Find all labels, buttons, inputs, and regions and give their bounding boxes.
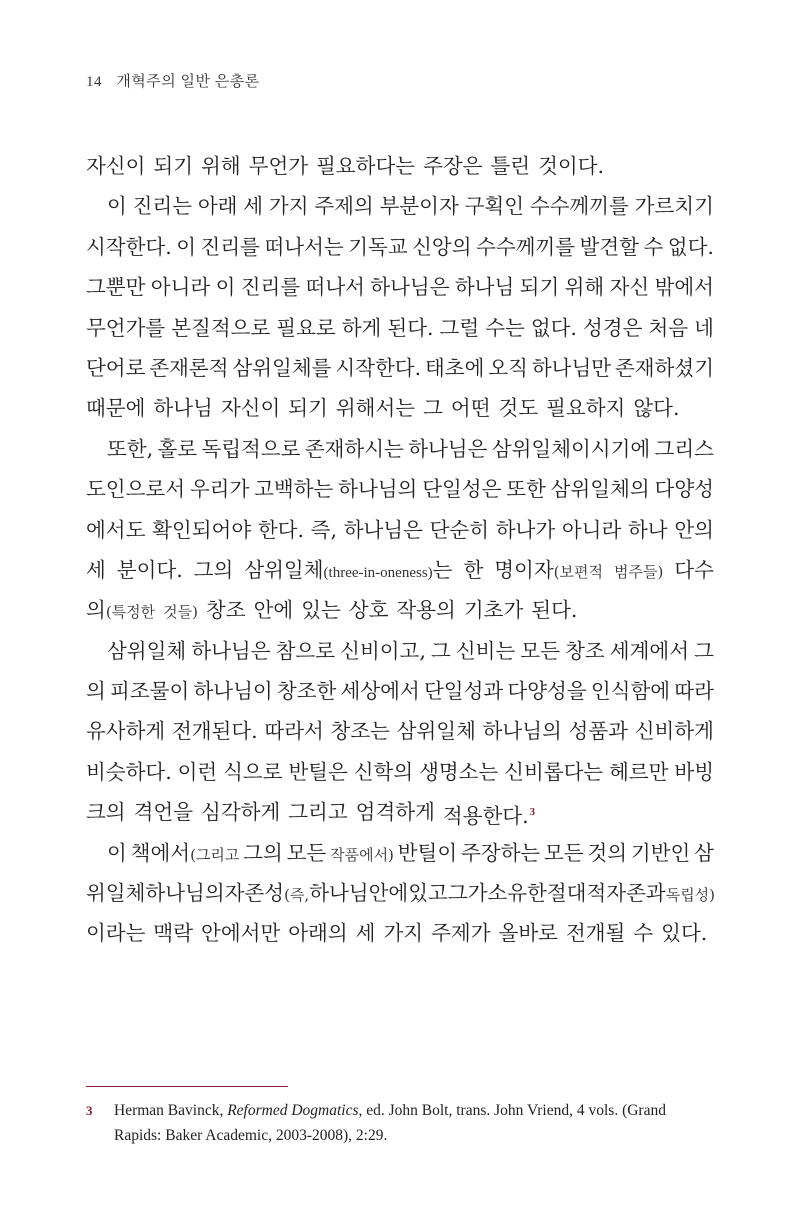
text-line bbox=[86, 267, 714, 307]
word: 삼 bbox=[694, 840, 714, 865]
word: 유사하게 bbox=[86, 719, 166, 744]
word: 하나님의 bbox=[338, 477, 418, 502]
word: 크의 bbox=[86, 800, 126, 825]
word: 적용한다.$^3$ bbox=[442, 804, 536, 829]
page-number: 14 bbox=[86, 74, 102, 90]
word: 자신 bbox=[609, 275, 650, 300]
text-line bbox=[86, 711, 714, 751]
word: 무언가를 bbox=[86, 315, 166, 340]
footnote-number: 3 bbox=[86, 1103, 93, 1118]
text-line bbox=[86, 671, 714, 711]
word: 수수께끼를 bbox=[529, 194, 629, 219]
word: 본질적으로 bbox=[171, 315, 271, 340]
word: 명이자(보편적 bbox=[494, 557, 603, 582]
word: 세계에서 bbox=[609, 638, 690, 663]
word: 의 bbox=[86, 679, 106, 704]
word: 존재하시는 bbox=[304, 436, 404, 461]
word: 하게 bbox=[341, 315, 382, 340]
word: 수 bbox=[643, 234, 664, 259]
word: 떠나서 bbox=[305, 275, 365, 300]
word: 창조 bbox=[565, 638, 605, 663]
word: 작용의 bbox=[396, 598, 456, 623]
running-title: 개혁주의 일반 은총론 bbox=[116, 74, 260, 90]
word: 하나님은 bbox=[408, 436, 488, 461]
word: 자신이 bbox=[86, 154, 146, 178]
word: 헤르만 bbox=[609, 759, 669, 784]
word: 하나님은 bbox=[343, 517, 423, 542]
word: 식으로 bbox=[223, 759, 283, 784]
word: 안의 bbox=[674, 517, 714, 542]
word: 격언을 bbox=[133, 800, 194, 825]
word: 따라서 bbox=[264, 719, 324, 744]
word: 신학의 bbox=[353, 759, 414, 784]
word: 하나님의 bbox=[482, 719, 562, 744]
word: 주제가 bbox=[431, 921, 491, 946]
text-line bbox=[86, 873, 714, 913]
word: 창조한 bbox=[276, 679, 337, 704]
word: 없다. bbox=[530, 315, 577, 340]
word: 이런 bbox=[177, 759, 218, 784]
word: 그의 bbox=[193, 557, 234, 582]
word: 무언가 bbox=[248, 154, 309, 178]
text-line bbox=[86, 469, 714, 509]
text-line bbox=[86, 227, 714, 267]
word: 것이다. bbox=[538, 154, 605, 178]
word: 신비는 bbox=[455, 638, 516, 663]
word: 반틸이 bbox=[397, 840, 458, 865]
word: 삼위일체를 bbox=[232, 355, 332, 380]
word: 이 bbox=[176, 234, 197, 259]
word: 주제의 bbox=[314, 194, 374, 219]
word: 삼위일체 bbox=[107, 638, 187, 663]
word: 하나님은 bbox=[370, 275, 450, 300]
word: 상호 bbox=[348, 598, 389, 623]
word: 삼위일체(three-in-oneness)는 bbox=[244, 557, 453, 582]
word: 성경은 bbox=[582, 315, 643, 340]
word: 책에서(그리고 bbox=[130, 840, 240, 865]
word: 있는 bbox=[301, 598, 341, 623]
word: 밖에서 bbox=[654, 275, 714, 300]
word: 또한 bbox=[506, 477, 546, 502]
word: 인식함에 bbox=[590, 679, 671, 704]
footnote-rest-1: , ed. John Bolt, trans. John Vriend, 4 vols. (Grand bbox=[358, 1102, 666, 1119]
word: 단일성은 bbox=[422, 477, 502, 502]
running-header bbox=[86, 70, 260, 91]
word: 안에 bbox=[253, 598, 294, 623]
word: 삼위일체이시기에 bbox=[491, 436, 651, 461]
word: 하나 bbox=[628, 517, 668, 542]
word: 수는 bbox=[485, 315, 525, 340]
word: 전개된다. bbox=[171, 719, 258, 744]
word: 우리가 bbox=[189, 477, 250, 502]
word: 그가 bbox=[447, 881, 488, 906]
footnote bbox=[86, 1098, 714, 1148]
footnote-reference[interactable]: 3 bbox=[529, 806, 536, 819]
word: 위해 bbox=[564, 275, 605, 300]
text-line bbox=[86, 550, 714, 590]
word: 위해서는 bbox=[335, 396, 416, 421]
word: 되기 bbox=[153, 154, 194, 178]
word: 다양성을 bbox=[507, 679, 587, 704]
word: 떠나서는 bbox=[264, 234, 344, 259]
word: 주장하는 bbox=[460, 840, 541, 865]
word: 즉, bbox=[310, 517, 337, 542]
word: 태초에 bbox=[425, 355, 485, 380]
word: 올바로 bbox=[498, 921, 558, 946]
word: 모든 bbox=[544, 840, 584, 865]
word: 단일성과 bbox=[423, 679, 504, 704]
word: 모든 bbox=[520, 638, 560, 663]
word: 단순히 bbox=[429, 517, 490, 542]
word: 부분이자 bbox=[379, 194, 459, 219]
word: 자존과 bbox=[606, 881, 666, 906]
text-line bbox=[86, 792, 714, 832]
text-line bbox=[86, 146, 714, 186]
word: 신비이고, bbox=[340, 638, 426, 663]
word: 삼위일체의 bbox=[550, 477, 650, 502]
word: 있다. bbox=[661, 921, 708, 946]
word: 처음 bbox=[648, 315, 689, 340]
word: 비슷하다. bbox=[86, 759, 172, 784]
text-line bbox=[86, 388, 714, 428]
word: 자존성(즉, bbox=[224, 881, 310, 906]
word: 수수께끼를 bbox=[476, 234, 576, 259]
word: 발견할 bbox=[579, 234, 639, 259]
word: 하나가 bbox=[495, 517, 556, 542]
word: 없다. bbox=[667, 234, 714, 259]
word: 것들) bbox=[163, 603, 198, 622]
word: 반틸은 bbox=[288, 759, 348, 784]
word: 위일체 bbox=[86, 881, 146, 906]
word: 다양성 bbox=[654, 477, 714, 502]
word: 참으로 bbox=[275, 638, 336, 663]
word: 안에서만 bbox=[201, 921, 281, 946]
word: 분이다. bbox=[116, 557, 183, 582]
word: 범주들) bbox=[613, 562, 664, 581]
word: 하나님 bbox=[309, 881, 369, 906]
word: 다수 bbox=[674, 557, 714, 582]
word: 네 bbox=[694, 315, 714, 340]
word: 그의 bbox=[243, 840, 283, 865]
word: 시작한다. bbox=[335, 355, 422, 380]
word: 진리를 bbox=[240, 275, 301, 300]
word: 아니라 bbox=[150, 275, 211, 300]
word: 신비하게 bbox=[634, 719, 714, 744]
word: 바빙 bbox=[674, 759, 714, 784]
body-text bbox=[86, 146, 714, 954]
word: 아래의 bbox=[288, 921, 348, 946]
word: 필요하다는 bbox=[316, 154, 416, 178]
word: 이 bbox=[107, 194, 127, 219]
footnote-rest-2: Rapids: Baker Academic, 2003-2008), 2:29. bbox=[114, 1127, 388, 1144]
word: 하나님 bbox=[153, 396, 213, 421]
word: 세 bbox=[355, 921, 376, 946]
word: 존재론적 bbox=[149, 355, 229, 380]
text-line bbox=[86, 833, 714, 873]
word: 하나님 bbox=[454, 275, 515, 300]
word: 세상에서 bbox=[340, 679, 420, 704]
word: 된다. bbox=[387, 315, 434, 340]
word: 그 bbox=[694, 638, 714, 663]
word: 기반인 bbox=[630, 840, 691, 865]
word: 때문에 bbox=[86, 396, 146, 421]
word: 작품에서) bbox=[330, 845, 394, 864]
word: 것의 bbox=[587, 840, 628, 865]
word: 진리를 bbox=[200, 234, 260, 259]
word: 홀로 bbox=[157, 436, 198, 461]
footnote-title: Reformed Dogmatics bbox=[227, 1102, 359, 1119]
word: 안에 bbox=[368, 881, 409, 906]
word: 그리고 bbox=[288, 800, 348, 825]
word: 그 bbox=[430, 638, 451, 663]
word: 되기 bbox=[519, 275, 560, 300]
text-line bbox=[86, 510, 714, 550]
word: 한다. bbox=[257, 517, 304, 542]
word: 삼위일체 bbox=[396, 719, 476, 744]
text-line bbox=[86, 752, 714, 792]
word: 확인되어야 bbox=[152, 517, 252, 542]
word: 독립적으로 bbox=[201, 436, 301, 461]
word: 그 bbox=[423, 396, 443, 421]
word: 존재하셨기 bbox=[614, 355, 714, 380]
word: 가지 bbox=[383, 921, 424, 946]
text-line bbox=[86, 348, 714, 388]
word: 기초가 bbox=[463, 598, 524, 623]
word: 있고 bbox=[408, 881, 448, 906]
word: 된다. bbox=[531, 598, 578, 623]
word: 모든 bbox=[286, 840, 327, 865]
text-line bbox=[86, 913, 714, 953]
footnote-author: Herman Bavinck, bbox=[114, 1102, 224, 1119]
word: 의(특정한 bbox=[86, 598, 156, 623]
word: 맥락 bbox=[153, 921, 194, 946]
word: 그뿐만 bbox=[86, 275, 146, 300]
word: 오직 bbox=[488, 355, 528, 380]
word: 생명소는 bbox=[419, 759, 499, 784]
text-line bbox=[86, 429, 714, 469]
text-line bbox=[86, 186, 714, 226]
word: 소유한 bbox=[487, 881, 547, 906]
word: 그럴 bbox=[439, 315, 480, 340]
word: 창조 bbox=[205, 598, 246, 623]
word: 심각하게 bbox=[201, 800, 281, 825]
word: 아래 bbox=[197, 194, 238, 219]
word: 하나님은 bbox=[191, 638, 271, 663]
word: 하나님이 bbox=[193, 679, 273, 704]
word: 구획인 bbox=[464, 194, 525, 219]
word: 진리는 bbox=[132, 194, 193, 219]
word: 것도 bbox=[498, 396, 539, 421]
word: 자신이 bbox=[220, 396, 281, 421]
text-line bbox=[86, 308, 714, 348]
word: 하나님의 bbox=[145, 881, 225, 906]
word: 따라 bbox=[674, 679, 714, 704]
word: 시작한다. bbox=[86, 234, 172, 259]
word: 아니라 bbox=[561, 517, 622, 542]
word: 엄격하게 bbox=[355, 800, 435, 825]
word: 고백하는 bbox=[254, 477, 334, 502]
word: 세 bbox=[86, 557, 106, 582]
word: 에서도 bbox=[86, 517, 146, 542]
word: 이 bbox=[215, 275, 236, 300]
word: 필요하지 bbox=[546, 396, 626, 421]
word: 수 bbox=[633, 921, 654, 946]
word: 않다. bbox=[633, 396, 680, 421]
word: 그리스 bbox=[654, 436, 714, 461]
word: 이라는 bbox=[86, 921, 146, 946]
word: 틀린 bbox=[490, 154, 531, 178]
word: 독립성) bbox=[665, 886, 716, 905]
word: 어떤 bbox=[450, 396, 491, 421]
word: 신앙의 bbox=[412, 234, 472, 259]
text-line bbox=[86, 590, 714, 630]
word: 기독교 bbox=[348, 234, 408, 259]
word: 성품과 bbox=[568, 719, 628, 744]
text-line bbox=[86, 631, 714, 671]
footnote-text bbox=[114, 1098, 714, 1148]
word: 절대적 bbox=[546, 881, 607, 906]
word: 세 bbox=[243, 194, 264, 219]
word: 주장은 bbox=[423, 154, 483, 178]
word: 하나님만 bbox=[531, 355, 612, 380]
word: 한 bbox=[463, 557, 484, 582]
word: 창조는 bbox=[330, 719, 390, 744]
word: 필요로 bbox=[276, 315, 336, 340]
word: 도인으로서 bbox=[86, 477, 186, 502]
word: 가지 bbox=[268, 194, 309, 219]
word: 전개될 bbox=[565, 921, 626, 946]
word: 되기 bbox=[288, 396, 328, 421]
word: 또한, bbox=[107, 436, 154, 461]
footnote-rule bbox=[86, 1086, 288, 1087]
word: 위해 bbox=[201, 154, 241, 178]
word: 피조물이 bbox=[110, 679, 190, 704]
word: 이 bbox=[107, 840, 127, 865]
word: 신비롭다는 bbox=[504, 759, 604, 784]
word: 단어로 bbox=[86, 355, 146, 380]
word: 가르치기 bbox=[634, 194, 714, 219]
